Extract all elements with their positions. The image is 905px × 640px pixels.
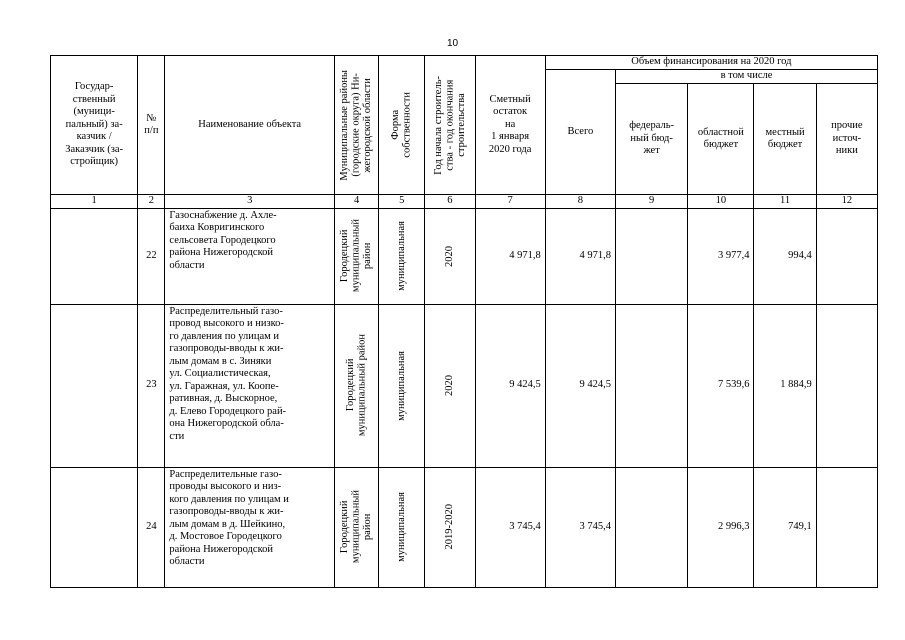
years-cell	[425, 208, 475, 304]
row-number: 23	[138, 304, 165, 467]
column-number: 8	[545, 195, 615, 209]
header-years-cell	[425, 56, 475, 195]
column-number: 3	[165, 195, 335, 209]
table-row	[51, 208, 878, 304]
years-cell	[425, 467, 475, 587]
estimated-remainder: 9 424,5	[475, 304, 545, 467]
funding-total: 9 424,5	[545, 304, 615, 467]
column-number-row	[51, 195, 878, 209]
column-number: 5	[379, 195, 425, 209]
local-budget: 994,4	[754, 208, 816, 304]
district: Городецкий муниципальный район	[345, 334, 368, 437]
construction-years: 2020	[444, 245, 456, 267]
header-customer: Государ- ственный (муници- пальный) за- казчик / Заказчик (за- стройщик)	[51, 56, 138, 195]
header-local: местный бюджет	[754, 84, 816, 195]
construction-years: 2020	[444, 375, 456, 396]
district: Городецкий муниципальный район	[339, 219, 374, 293]
header-remainder: Сметный остаток на 1 января 2020 года	[475, 56, 545, 195]
header-funding: Объем финансирования на 2020 год	[545, 56, 877, 70]
header-years: Год начала строитель- ства - год окончания строительства	[432, 75, 467, 175]
funding-total: 3 745,4	[545, 467, 615, 587]
header-regional: областной бюджет	[688, 84, 754, 195]
regional-budget: 3 977,4	[688, 208, 754, 304]
other-sources	[816, 304, 877, 467]
column-number: 4	[335, 195, 379, 209]
customer-cell	[51, 304, 138, 467]
header-other: прочие источ- ники	[816, 84, 877, 195]
estimated-remainder: 3 745,4	[475, 467, 545, 587]
ownership-cell	[379, 304, 425, 467]
funding-total: 4 971,8	[545, 208, 615, 304]
row-number: 24	[138, 467, 165, 587]
object-name: Распределительные газо- проводы высокого и низ- кого давления по улицам и газопроводы-вводы к жи- лым домам в д. Шейкино, д. Мостовое Городецкого района Нижегородской области	[165, 467, 335, 587]
table-row	[51, 304, 878, 467]
column-number: 7	[475, 195, 545, 209]
column-number: 1	[51, 195, 138, 209]
column-number: 11	[754, 195, 816, 209]
header-districts-cell	[335, 56, 379, 195]
regional-budget: 2 996,3	[688, 467, 754, 587]
header-including: в том числе	[616, 70, 878, 84]
object-name: Распределительный газо- провод высокого и низко- го давления по улицам и газопроводы-вводы к жи- лым домам в с. Зиняки ул. Социалистическая, ул. Гаражная, ул. Коопе- ративная, д. Выскорное, д. Елево Городецкого рай- она Нижегородской обла- сти	[165, 304, 335, 467]
row-number: 22	[138, 208, 165, 304]
header-ownership: Форма собственности	[390, 92, 413, 158]
ownership-cell	[379, 208, 425, 304]
header-districts: Муниципальные районы (городские округа) Ни- жегородской области	[339, 69, 374, 181]
funding-table	[50, 55, 878, 588]
years-cell	[425, 304, 475, 467]
header-total: Всего	[545, 70, 615, 195]
customer-cell	[51, 467, 138, 587]
header-number: № п/п	[138, 56, 165, 195]
district-cell	[335, 208, 379, 304]
local-budget: 1 884,9	[754, 304, 816, 467]
district: Городецкий муниципальный район	[339, 490, 374, 564]
column-number: 6	[425, 195, 475, 209]
header-ownership-cell	[379, 56, 425, 195]
column-number: 10	[688, 195, 754, 209]
other-sources	[816, 467, 877, 587]
header-object-name: Наименование объекта	[165, 56, 335, 195]
ownership: муниципальная	[396, 221, 407, 291]
regional-budget: 7 539,6	[688, 304, 754, 467]
column-number: 2	[138, 195, 165, 209]
federal-budget	[616, 208, 688, 304]
estimated-remainder: 4 971,8	[475, 208, 545, 304]
federal-budget	[616, 467, 688, 587]
page-number: 10	[446, 38, 459, 49]
object-name: Газоснабжение д. Ахле- баиха Ковригинского сельсовета Городецкого района Нижегородской области	[165, 208, 335, 304]
header-federal: федераль- ный бюд- жет	[616, 84, 688, 195]
district-cell	[335, 304, 379, 467]
column-number: 9	[616, 195, 688, 209]
customer-cell	[51, 208, 138, 304]
table-row	[51, 467, 878, 587]
construction-years: 2019-2020	[444, 504, 456, 550]
district-cell	[335, 467, 379, 587]
column-number: 12	[816, 195, 877, 209]
local-budget: 749,1	[754, 467, 816, 587]
ownership: муниципальная	[396, 350, 407, 421]
federal-budget	[616, 304, 688, 467]
ownership: муниципальная	[396, 492, 407, 562]
ownership-cell	[379, 467, 425, 587]
other-sources	[816, 208, 877, 304]
